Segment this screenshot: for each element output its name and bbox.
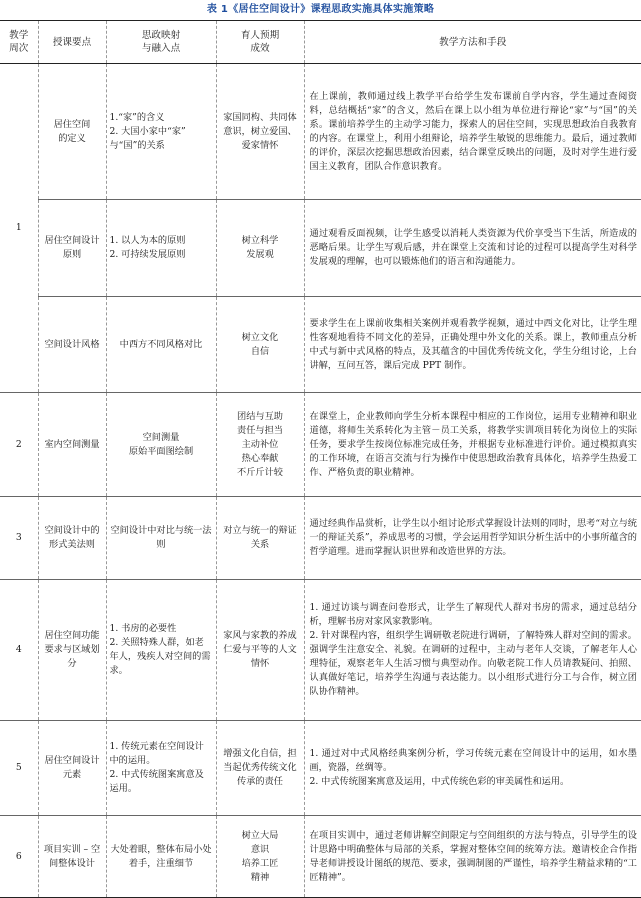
text-line: 育人预期: [240, 30, 280, 41]
table-row: [0, 297, 641, 393]
text-line: 与“国”的关系: [109, 139, 165, 151]
mapping-cell: [106, 580, 216, 721]
outcome-cell: [216, 297, 304, 393]
points-cell: 室内空间测量: [38, 393, 106, 497]
text-line: 成效: [250, 43, 270, 54]
methods-cell: [304, 721, 641, 816]
outcome-cell: 对立与统一的辩证关系: [216, 497, 304, 580]
header-points: 授课要点: [38, 21, 106, 64]
table-row: [0, 497, 641, 580]
text-line: 1. 传统元素在空间设计中的运用。: [109, 741, 204, 766]
header-methods: 教学方法和手段: [304, 21, 641, 64]
text-line: 2. 大国小家中“家”: [109, 125, 186, 137]
header-outcome: [216, 21, 304, 64]
text-line: 树立文化: [241, 331, 279, 343]
text-line: 居住空间设计: [44, 235, 100, 246]
outcome-cell: [216, 200, 304, 297]
text-line: 热心奉献: [241, 452, 279, 464]
table-row: [0, 393, 641, 497]
header-row: [0, 21, 641, 64]
text-line: 1. 通过对中式风格经典案例分析，学习传统元素在空间设计中的运用，如水墨画，瓷器，丝绸等。: [309, 748, 637, 773]
text-line: 2. 可持续发展原则: [109, 249, 186, 260]
points-cell: 居住空间功能要求与区域划分: [38, 580, 106, 721]
points-cell: 空间设计风格: [38, 297, 106, 393]
table-row: [0, 816, 641, 898]
header-mapping: [106, 21, 216, 64]
text-line: 的定义: [58, 132, 86, 144]
text-line: 树立大局: [241, 829, 279, 841]
text-line: 2. 关照特殊人群，如老年人，残疾人对空间的需求。: [109, 637, 211, 676]
points-cell: [38, 64, 106, 200]
points-cell: [38, 200, 106, 297]
text-line: 元素: [62, 769, 82, 780]
mapping-cell: [106, 64, 216, 200]
week-cell: 3: [0, 497, 38, 580]
text-line: 周次: [9, 43, 29, 54]
text-line: 不斤斤计较: [237, 466, 283, 478]
points-cell: [38, 721, 106, 816]
methods-cell: 在上课前，教师通过线上教学平台给学生发布课前自学内容，学生通过查阅资料，总结概括“家”的含义，然后在课上以小组为单位进行辩论“家”与“国”的关系。课前培养学生的主动学习能力，探索人的居住空间，实现思想政治自我教育的内容。在课堂上，利用小组辩论，培养学生敏锐的思维能力。最后，通过教师的评价，深层次挖掘思想政治因素，结合课堂反映出的问题，及时对学生进行爱国主义教育，团队合作意识教育。: [304, 64, 641, 200]
table-row: [0, 200, 641, 297]
mapping-cell: 空间设计中对比与统一法则: [106, 497, 216, 580]
text-line: 居住空间: [53, 118, 91, 130]
text-line: 1. 通过访谈与调查问卷形式，让学生了解现代人群对书房的需求，通过总结分析，理解书房对家风家教影响。: [309, 602, 637, 627]
text-line: 空间测量: [142, 431, 180, 443]
outcome-cell: 增强文化自信，担当起优秀传统文化传承的责任: [216, 721, 304, 816]
text-line: 2. 中式传统图案寓意及运用，中式传统色彩的审美属性和运用。: [309, 776, 570, 787]
mapping-cell: [106, 393, 216, 497]
text-line: 团结与互助: [237, 410, 283, 422]
text-line: 意识: [250, 843, 270, 855]
week-cell: 5: [0, 721, 38, 816]
outcome-cell: [216, 393, 304, 497]
text-line: 主动补位: [241, 438, 279, 450]
text-line: 空间设计中的: [44, 525, 100, 536]
text-line: 原则: [62, 249, 82, 260]
week-cell: 2: [0, 393, 38, 497]
text-line: 1.“家”的含义: [109, 111, 165, 123]
text-line: 责任与担当: [237, 424, 283, 436]
week-cell: 6: [0, 816, 38, 898]
week-cell: 4: [0, 580, 38, 721]
text-line: 精神: [250, 871, 270, 883]
text-line: 树立科学: [241, 235, 279, 246]
mapping-cell: [106, 721, 216, 816]
methods-cell: [304, 580, 641, 721]
mapping-cell: 大处着眼，整体布局小处着手，注重细节: [106, 816, 216, 898]
text-line: 培养工匠: [241, 857, 279, 869]
outcome-cell: [216, 816, 304, 898]
strategy-table: [0, 20, 641, 898]
text-line: 1. 以人为本的原则: [109, 235, 186, 246]
text-line: 2. 针对课程内容，组织学生调研敬老院进行调研，了解特殊人群对空间的需求。强调学生注意安全、礼貌。在调研的过程中，主动与老年人交谈，了解老年人心理特征，观察老年人生活习惯与典型动作。向敬老院工作人员请教疑问、拍照、认真做好笔记，培养学生沟通与表达能力。以小组形式进行分工与合作，树立团队协作精神。: [309, 630, 637, 697]
header-week: [0, 21, 38, 64]
text-line: 自信: [250, 345, 270, 357]
points-cell: 项目实训 – 空间整体设计: [38, 816, 106, 898]
table-title: 表 1《居住空间设计》课程思政实施具体实施策略: [206, 4, 435, 15]
table-row: [0, 580, 641, 721]
text-line: 原始平面图绘制: [128, 445, 194, 457]
table-row: [0, 721, 641, 816]
methods-cell: 在课堂上，企业教师向学生分析本课程中相应的工作岗位，运用专业精神和职业道德，将师生关系转化为主管－员工关系，将教学实训项目转化为岗位上的实际任务，要求学生按岗位标准完成任务，并根据专业标准进行评价。通过模拟真实的工作环境，在语言交流与行为操作中使思想政治教育具体化，培养学生热爱工作、严格负责的职业精神。: [304, 393, 641, 497]
table-row: [0, 64, 641, 200]
week-cell: 1: [0, 64, 38, 393]
outcome-cell: 家风与家教的养成仁爱与平等的人文情怀: [216, 580, 304, 721]
text-line: 2. 中式传统图案寓意及运用。: [109, 769, 204, 794]
text-line: 与融入点: [141, 43, 181, 54]
methods-cell: 通过观看反面视频，让学生感受以消耗人类资源为代价享受当下生活，所造成的恶略后果。让学生写观后感，并在课堂上交流和讨论的过程可以提高学生对科学发展观的理解，也可以锻炼他们的语言和沟通能力。: [304, 200, 641, 297]
text-line: 居住空间设计: [44, 755, 100, 766]
text-line: 1. 书房的必要性: [109, 623, 177, 634]
text-line: 思政映射: [141, 30, 181, 41]
methods-cell: 在项目实训中，通过老师讲解空间限定与空间组织的方法与特点，引导学生的设计思路中明确整体与局部的关系，掌握对整体空间的统筹方法。邀请校企合作指导老师讲授设计图纸的规范、要求，强调制图的严谨性，培养学生精益求精的“工匠精神”。: [304, 816, 641, 898]
methods-cell: 通过经典作品赏析，让学生以小组讨论形式掌握设计法则的同时，思考“对立与统一的辩证关系”，养成思考的习惯，学会运用哲学知识分析生活中的小事所蕴含的哲学道理。进而掌握认识世界和改造世界的方法。: [304, 497, 641, 580]
text-line: 教学: [9, 30, 29, 41]
mapping-cell: 中西方不同风格对比: [106, 297, 216, 393]
text-line: 发展观: [246, 249, 274, 260]
points-cell: [38, 497, 106, 580]
text-line: 形式美法则: [49, 539, 95, 550]
outcome-cell: 家国同构、共同体意识，树立爱国、爱家情怀: [216, 64, 304, 200]
mapping-cell: [106, 200, 216, 297]
methods-cell: 要求学生在上课前收集相关案例并观看教学视频，通过中西文化对比，让学生理性客观地看待不同文化的差异，正确处理中外文化的关系。课上，教师重点分析中式与新中式风格的特点，及其蕴含的中国优秀传统文化，学生分组讨论，上台讲解，互问互答，课后完成 PPT 制作。: [304, 297, 641, 393]
